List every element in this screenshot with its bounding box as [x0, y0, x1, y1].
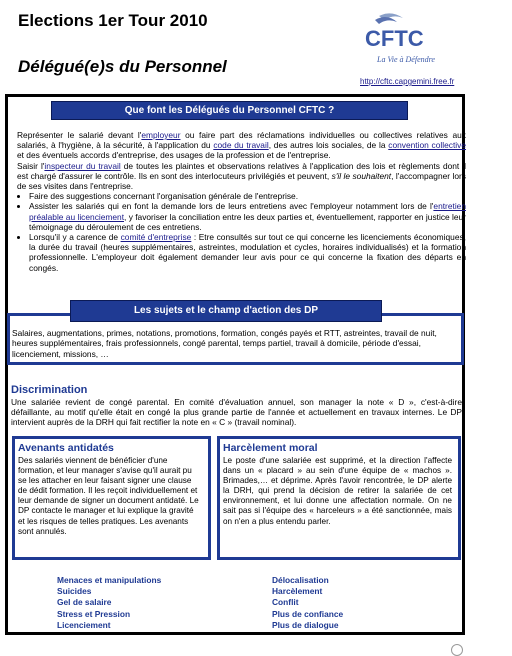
svg-text:CFTC: CFTC [365, 26, 424, 51]
svg-text:La Vie à Défendre: La Vie à Défendre [377, 55, 435, 64]
site-link[interactable]: http://cftc.capgemini.free.fr [360, 77, 455, 86]
link-convention-collective[interactable]: convention collective [388, 140, 467, 151]
list-item: Plus de confiance [272, 608, 344, 619]
section-heading-dp-role: Que font les Délégués du Personnel CFTC ? [51, 101, 408, 120]
list-item: Harcèlement [272, 586, 323, 597]
link-inspecteur-du-travail[interactable]: inspecteur du travail [44, 160, 121, 171]
paragraph-represent: Représenter le salarié devant l'employeur ou faire part des réclamations individuelles ou collectives relatives aux salariés, à l'hygiène, à la sécurité, à l'application du code du travail, des autres lois sociales, de la convention collective et des éventuels accords d'entreprise, des usages de la profession et de l'entreprise. [17, 130, 467, 161]
list-item: Délocalisation [272, 575, 329, 585]
link-code-du-travail[interactable]: code du travail [213, 140, 269, 151]
list-item: • Faire des suggestions concernant l'organisation générale de l'entreprise. [29, 191, 466, 201]
list-item: Plus de dialogue [272, 619, 339, 630]
list-item: • Lorsqu'il y a carence de comité d'entreprise : Etre consultés sur tout ce qui concerne les licenciements économiques, la durée du travail (heures supplémentaires, astreintes, modulation et cycles, horaires individualisés) et la formation professionnelle. L'employeur doit également demander leur avis pour ce qui concerne la fixation des départs en congés. [29, 232, 466, 273]
topics-list-right [272, 575, 343, 631]
list-item: Menaces et manipulations [57, 575, 162, 585]
page-corner-mark [451, 644, 463, 656]
avenants-box [12, 436, 211, 560]
discrimination-text: Une salariée revient de congé parental. En comité d'évaluation annuel, son manager la note « D », c'est-à-dire défaillante, au motif qu'elle était en congé la plus grande partie de l'année et actuellement en travaux internes. Le DP intervient auprès de la DRH qui fait rectifier la note en « C » (travail nominal). [11, 397, 462, 428]
avenants-heading: Avenants antidatés [18, 442, 114, 454]
list-item: Licenciement [57, 619, 111, 630]
dp-role-list [17, 191, 466, 273]
page-subtitle: Délégué(e)s du Personnel [18, 57, 227, 76]
list-item: Stress et Pression [57, 608, 131, 619]
link-employeur[interactable]: employeur [141, 130, 181, 140]
avenants-text: Des salariés viennent de bénéficier d'une formation, et leur manager s'avise qu'il aurait pu se les attacher en leur faisant signer une clause de dédit formation. Il les reçoit individuellement et leur demande de signer un document antidaté. Le DP contacte le manager et lui explique la gravité et les risques de telles pratiques. Les avenants sont annulés. [18, 456, 199, 536]
link-comite-entreprise[interactable]: comité d'entreprise [120, 232, 192, 243]
topics-list-left [57, 575, 161, 631]
link-entretien-prealable[interactable]: entretien préalable au licenciement [29, 201, 466, 222]
harcelement-text: Le poste d'une salariée est supprimé, et la direction l'affecte dans un « placard » au sein d'une équipe de « machos ». Brimades,… et déprime. Après l'avoir rencontrée, le DP alerte la DRH, qui prend la décision de retirer la salariée de cet environnement, et lui donne une affectation normale. On ne sait pas si l'équipe des « harceleurs » a été sanctionnée, mais on n'en a plus entendu parler. [223, 456, 452, 526]
cftc-logo [357, 10, 469, 70]
list-item: Suicides [57, 586, 92, 597]
page-title: Elections 1er Tour 2010 [18, 11, 208, 30]
list-item: • Assister les salariés qui en font la demande lors de leurs entretiens avec l'employeur notamment lors de l'entretien préalable au licenciement, y favoriser la conciliation entre les deux parties et, éventuellement, rapporter en justice leur témoignage du déroulement de ces entretiens. [29, 201, 466, 232]
topics-text: Salaires, augmentations, primes, notations, promotions, formation, congés payés et RTT, astreintes, travail de nuit, heures supplémentaires, frais professionnels, congé parental, temps partiel, travail à domicile, période d'essai, licenciement, missions, … [12, 328, 437, 359]
list-item: Gel de salaire [57, 597, 112, 608]
harcelement-heading: Harcèlement moral [223, 442, 318, 454]
harcelement-box [217, 436, 461, 560]
paragraph-inspecteur: Saisir l'inspecteur du travail de toutes les plaintes et observations relatives à l'application des lois et règlements dont il est chargé d'assurer le contrôle. Ils en sont des interlocuteurs privilégiés et peuvent, s'il le souhaitent, l'accompagner lors de ses visites dans l'entreprise. [17, 160, 466, 192]
dp-role-text [17, 130, 466, 273]
list-item: Conflit [272, 597, 299, 608]
section-heading-topics: Les sujets et le champ d'action des DP [70, 300, 382, 322]
discrimination-heading: Discrimination [11, 384, 88, 396]
